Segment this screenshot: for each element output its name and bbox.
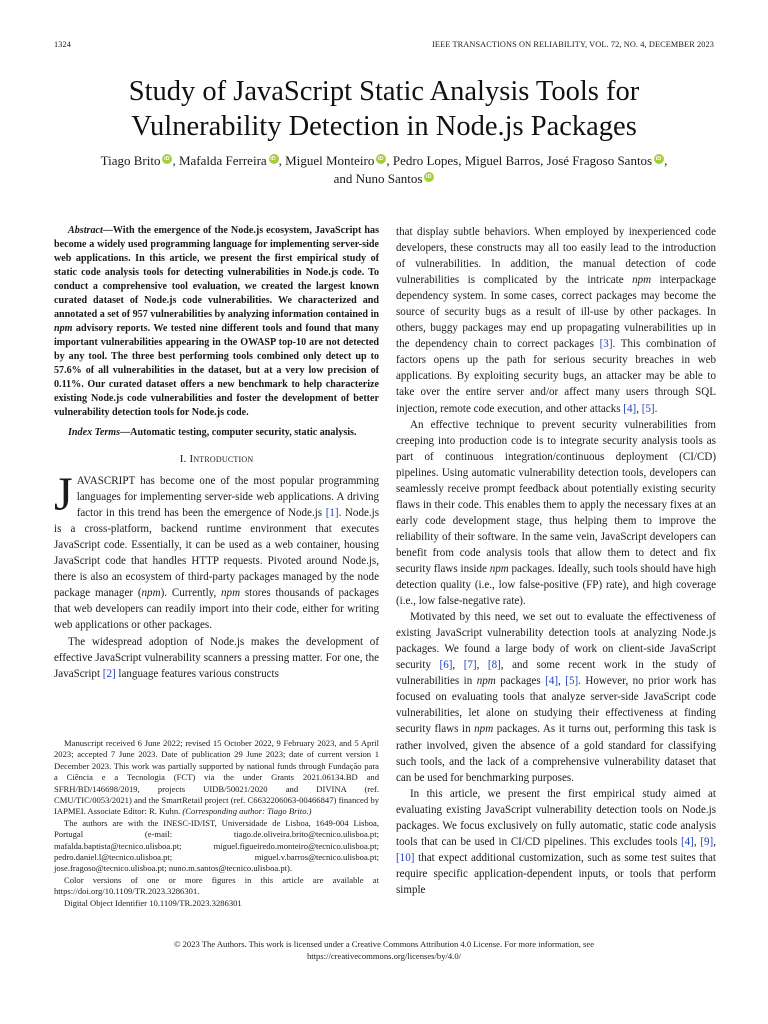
citation-link[interactable]: [4] bbox=[623, 402, 637, 415]
orcid-icon[interactable] bbox=[376, 154, 386, 164]
body-paragraph: An effective technique to prevent security vulnerabilities from creeping into production code is to integrate security analysis tools as part of continuous integration/continuous deployment (CI/CD) pipelines. Using automatic vulnerability detection tools, developers can seamlessly receive prompt feedback about potentially existing security flaws in their code. This enables them to apply the necessary fixes at an early code development stage, thus helping them to improve the reliability of their software. In the same vein, JavaScript developers can benefit from code analysis tools that allow them to detect and fix security flaws inside npm packages. Ideally, such tools should have high detection quality (i.e., low false-positive (FP) rate), and high coverage (i.e., low false-negative rate). bbox=[396, 418, 716, 608]
citation-link[interactable]: [4] bbox=[545, 675, 559, 688]
orcid-icon[interactable] bbox=[424, 172, 434, 182]
citation-link[interactable]: [3] bbox=[599, 338, 613, 351]
abstract: Abstract—With the emergence of the Node.js ecosystem, JavaScript has become a widely used programming language for implementing server-side web applications. In this article, we present the first empirical study of static code analysis tools for detecting vulnerabilities in Node.js code. To conduct a comprehensive tool evaluation, we created the largest known curated dataset of Node.js code vulnerabilities. We characterized and annotated a set of 957 vulnerabilities by analyzing information contained in npm advisory reports. We tested nine different tools and found that many important vulnerabilities appearing in the OWASP top-10 are not detected by any tool. The three best performing tools combined only detect up to 57.6% of all vulnerabilities in the dataset, but at a very low precision of 0.11%. Our curated dataset offers a new benchmark to help characterize existing Node.js code vulnerabilities and foster the development of better vulnerability detection tools for Node.js code. bbox=[54, 225, 379, 418]
drop-cap: J bbox=[54, 468, 73, 522]
citation-link[interactable]: [6] bbox=[439, 659, 453, 672]
title-line-2: Vulnerability Detection in Node.js Packages bbox=[131, 111, 637, 142]
journal-header: IEEE TRANSACTIONS ON RELIABILITY, VOL. 72, NO. 4, DECEMBER 2023 bbox=[432, 40, 714, 49]
page-number: 1324 bbox=[54, 40, 71, 49]
license-url[interactable]: https://creativecommons.org/licenses/by/4.0/ bbox=[306, 950, 462, 961]
body-paragraph: that display subtle behaviors. When employed by inexperienced code developers, these constructs may all too easily lead to the introduction of vulnerabilities. In addition, the manual detection of code vulnerabilities is complicated by the intricate npm interpackage dependency system. In some cases, correct packages may become the source of security bugs as a result of ill-use by other packages. In others, buggy packages may end up propagating vulnerabilities up in the dependency chain to correct packages [3]. This combination of factors opens up the path for serious security breaches in web applications. By exploiting security bugs, an attacker may be able to take over the entire server and/or affect many users through SQL injection, remote code execution, and other attacks [4], [5]. bbox=[396, 226, 716, 415]
orcid-icon[interactable] bbox=[654, 154, 664, 164]
author-name: Miguel Monteiro bbox=[285, 153, 375, 168]
citation-link[interactable]: [8] bbox=[487, 659, 501, 672]
footnote-manuscript: Manuscript received 6 June 2022; revised 15 October 2022, 9 February 2023, and 5 April 2023; accepted 7 June 2023. Date of publication 29 June 2023; date of current version 1 December 2023. This work was partially supported by national funds through Fundação para a Ciência e a Tecnologia (FCT) via the under Grants 2021.06134.BD and SFRH/BD/146698/2019, projects UIDB/50021/2020 and DIVINA (ref. CMU/TIC/0053/2021) and the SmartRetail project (ref. C6632206063-00466847) financed by IAPMEI. Associate Editor: R. Kuhn. (Corresponding author: Tiago Brito.) bbox=[54, 738, 379, 817]
citation-link[interactable]: [7] bbox=[463, 659, 477, 672]
footnote-affiliation: The authors are with the INESC-ID/IST, Universidade de Lisboa, 1649-004 Lisboa, Portugal (e-mail: tiago.de.oliveira.brito@tecnico.ulisboa.pt; mafalda.baptista@tecnico.ulisboa.pt; miguel.figueiredo.monteiro@tecnico.ulisboa.pt; pedro.daniel.l@tecnico.ulisboa.pt; miguel.v.barros@tecnico.ulisboa.pt; jose.fragoso@tecnico.ulisboa.pt; nuno.m.santos@tecnico.ulisboa.pt). bbox=[54, 817, 379, 874]
citation-link[interactable]: [1] bbox=[325, 507, 339, 520]
orcid-icon[interactable] bbox=[162, 154, 172, 164]
citation-link[interactable]: [9] bbox=[700, 835, 714, 848]
left-column bbox=[54, 224, 379, 682]
intro-paragraph-2: The widespread adoption of Node.js makes the development of effective JavaScript vulnerability scanners a pressing matter. For one, the JavaScript [2] language features various constructs bbox=[54, 635, 379, 680]
license-notice: © 2023 The Authors. This work is licensed under a Creative Commons Attribution 4.0 License. For more information, see https://creativecommons.org/licenses/by/4.0/ bbox=[173, 939, 595, 961]
citation-link[interactable]: [10] bbox=[396, 851, 415, 864]
citation-link[interactable]: [5] bbox=[565, 675, 579, 688]
body-paragraph: Motivated by this need, we set out to evaluate the effectiveness of existing JavaScript vulnerability detection tools at analyzing Node.js packages. We found a large body of work on client-side JavaScript security [6], [7], [8], and some recent work in the study of vulnerabilities in npm packages [4], [5]. However, no prior work has focused on evaluating tools that analyze server-side JavaScript code vulnerabilities, let alone on studying their effectiveness at finding security flaws in npm packages. As it turns out, performing this task is rather involved, given the absence of a gold standard for classifying such tools, and the lack of a comprehensive vulnerability dataset that can be used for benchmarking purposes. bbox=[396, 611, 716, 784]
footnote-color: Color versions of one or more figures in this article are available at https://doi.org/10.1109/TR.2023.3286301. bbox=[54, 874, 379, 897]
right-column bbox=[396, 224, 716, 898]
footnote bbox=[54, 738, 379, 909]
author-name: and Nuno Santos bbox=[333, 171, 423, 186]
author-name: Tiago Brito bbox=[100, 153, 161, 168]
paper-title bbox=[40, 74, 728, 144]
body-paragraph: In this article, we present the first empirical study aimed at evaluating existing JavaScript vulnerability detection tools on Node.js packages. We focus exclusively on fully automatic, static code analysis tools that can be used in CI/CD pipelines. This excludes tools [4], [9], [10] that expect additional customization, such as some test suites that require specific application-dependent inputs, or tools that perform simple bbox=[396, 787, 716, 896]
citation-link[interactable]: [5] bbox=[641, 402, 655, 415]
section-heading: I. Introduction bbox=[179, 453, 254, 465]
author-name: Pedro Lopes, Miguel Barros, José Fragoso Santos bbox=[392, 153, 653, 168]
orcid-icon[interactable] bbox=[269, 154, 279, 164]
title-line-1: Study of JavaScript Static Analysis Tools for bbox=[128, 76, 640, 107]
citation-link[interactable]: [2] bbox=[102, 667, 116, 680]
author-name: Mafalda Ferreira bbox=[178, 153, 267, 168]
citation-link[interactable]: [4] bbox=[680, 835, 694, 848]
intro-paragraph-1: JAVASCRIPT has become one of the most popular programming languages for implementing server-side web applications. A driving factor in this trend has been the emergence of Node.js [1]. Node.js is a cross-platform, backend runtime environment that executes JavaScript code. Essentially, it can be used as a web container, housing JavaScript code that handles HTTP requests. Pivoted around Node.js, there is also an ecosystem of third-party packages managed by the node package manager (npm). Currently, npm stores thousands of packages that web developers can readily import into their code, either for writing web applications or other packages. bbox=[54, 468, 379, 632]
footnote-doi: Digital Object Identifier 10.1109/TR.2023.3286301 bbox=[64, 897, 242, 908]
running-head bbox=[54, 40, 714, 54]
index-terms: Index Terms—Automatic testing, computer security, static analysis. bbox=[68, 427, 357, 438]
author-list: Tiago BritoiD , Mafalda FerreiraiD , Miguel MonteiroiD , Pedro Lopes, Miguel Barros, José Fragoso SantosiD , and Nuno SantosiD bbox=[60, 152, 708, 188]
